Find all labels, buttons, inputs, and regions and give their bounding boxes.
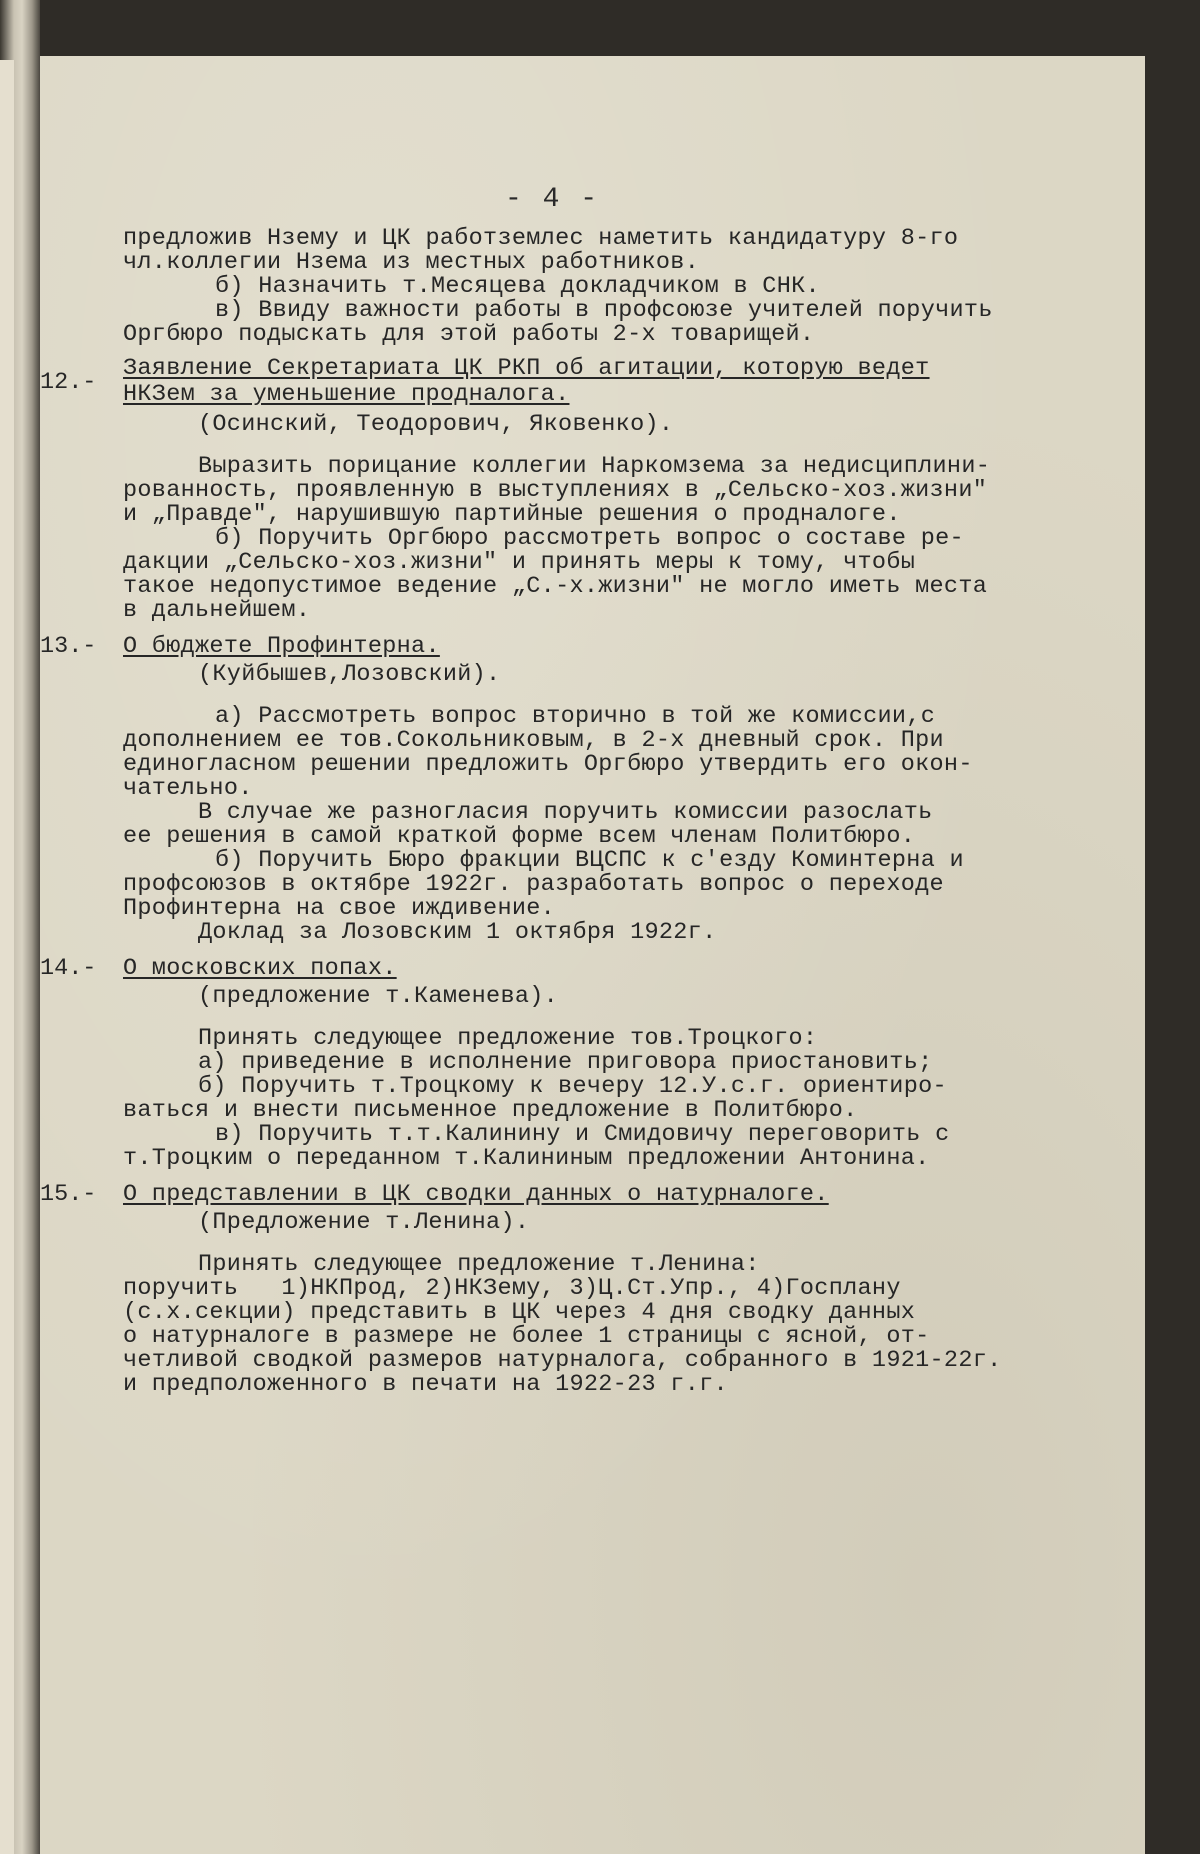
- item-body-line: ее решения в самой краткой форме всем членам Политбюро.: [123, 823, 916, 850]
- item-speakers: (Куйбышев,Лозовский).: [198, 661, 501, 688]
- item-heading: О бюджете Профинтерна.: [123, 633, 440, 660]
- item-body-line: единогласном решении предложить Оргбюро утвердить его окон-: [123, 751, 973, 778]
- item-heading: Заявление Секретариата ЦК РКП об агитации, которую ведет: [123, 355, 930, 382]
- item-body-line: т.Троцким о переданном т.Калининым предложении Антонина.: [123, 1145, 930, 1172]
- item-body-line: в) Поручить т.т.Калинину и Смидовичу переговорить с: [215, 1121, 950, 1148]
- item-body-line: Принять следующее предложение т.Ленина:: [198, 1251, 760, 1278]
- intro-line: предложив Нзему и ЦК работземлес наметить кандидатуру 8-го: [123, 225, 959, 252]
- item-body-line: и предположенного в печати на 1922-23 г.г.: [123, 1371, 728, 1398]
- item-body-line: четливой сводкой размеров натурналога, собранного в 1921-22г.: [123, 1347, 1002, 1374]
- intro-line: чл.коллегии Нзема из местных работников.: [123, 249, 700, 276]
- item-body-line: чательно.: [123, 775, 253, 802]
- item-body-line: б) Поручить Бюро фракции ВЦСПС к с'езду Коминтерна и: [215, 847, 964, 874]
- item-heading: О московских попах.: [123, 955, 397, 982]
- item-number: 14.-: [40, 955, 97, 982]
- item-body-line: В случае же разногласия поручить комиссии разослать: [198, 799, 933, 826]
- item-body-line: поручить 1)НКПрод, 2)НКЗему, 3)Ц.Ст.Упр., 4)Госплану: [123, 1275, 901, 1302]
- item-body-line: профсоюзов в октябре 1922г. разработать вопрос о переходе: [123, 871, 944, 898]
- item-speakers: (Осинский, Теодорович, Яковенко).: [198, 411, 674, 438]
- binding-strip: [0, 60, 14, 1854]
- item-body-line: Выразить порицание коллегии Наркомзема за недисциплини-: [198, 453, 991, 480]
- item-body-line: а) Рассмотреть вопрос вторично в той же комиссии,с: [215, 703, 936, 730]
- item-body-line: б) Поручить Оргбюро рассмотреть вопрос о составе ре-: [215, 525, 964, 552]
- item-number: 12.-: [40, 369, 97, 396]
- paper-sheet: [40, 56, 1145, 1854]
- item-number: 13.-: [40, 633, 97, 660]
- item-body-line: о натурналоге в размере не более 1 страницы с ясной, от-: [123, 1323, 930, 1350]
- item-body-line: дакции „Сельско-хоз.жизни" и принять меры к тому, чтобы: [123, 549, 916, 576]
- intro-line: в) Ввиду важности работы в профсоюзе учителей поручить: [215, 297, 993, 324]
- item-body-line: б) Поручить т.Троцкому к вечеру 12.У.с.г. ориентиро-: [198, 1073, 947, 1100]
- item-speakers: (предложение т.Каменева).: [198, 983, 559, 1010]
- item-body-line: рованность, проявленную в выступлениях в „Сельско-хоз.жизни": [123, 477, 988, 504]
- item-body-line: и „Правде", нарушившую партийные решения о продналоге.: [123, 501, 901, 528]
- item-body-line: в дальнейшем.: [123, 597, 311, 624]
- item-heading: НКЗем за уменьшение продналога.: [123, 381, 570, 408]
- item-heading: О представлении в ЦК сводки данных о натурналоге.: [123, 1181, 829, 1208]
- item-body-line: ваться и внести письменное предложение в Политбюро.: [123, 1097, 858, 1124]
- intro-line: Оргбюро подыскать для этой работы 2-х товарищей.: [123, 321, 815, 348]
- intro-line: б) Назначить т.Месяцева докладчиком в СНК.: [215, 273, 820, 300]
- item-body-line: Профинтерна на свое иждивение.: [123, 895, 556, 922]
- page-number: - 4 -: [505, 184, 600, 215]
- item-body-line: Принять следующее предложение тов.Троцкого:: [198, 1025, 818, 1052]
- item-body-line: такое недопустимое ведение „С.-х.жизни" не могло иметь места: [123, 573, 988, 600]
- item-speakers: (Предложение т.Ленина).: [198, 1209, 530, 1236]
- item-body-line: дополнением ее тов.Сокольниковым, в 2-х дневный срок. При: [123, 727, 944, 754]
- item-number: 15.-: [40, 1181, 97, 1208]
- item-body-line: (с.х.секции) представить в ЦК через 4 дня сводку данных: [123, 1299, 916, 1326]
- item-body-line: Доклад за Лозовским 1 октября 1922г.: [198, 919, 717, 946]
- item-body-line: а) приведение в исполнение приговора приостановить;: [198, 1049, 933, 1076]
